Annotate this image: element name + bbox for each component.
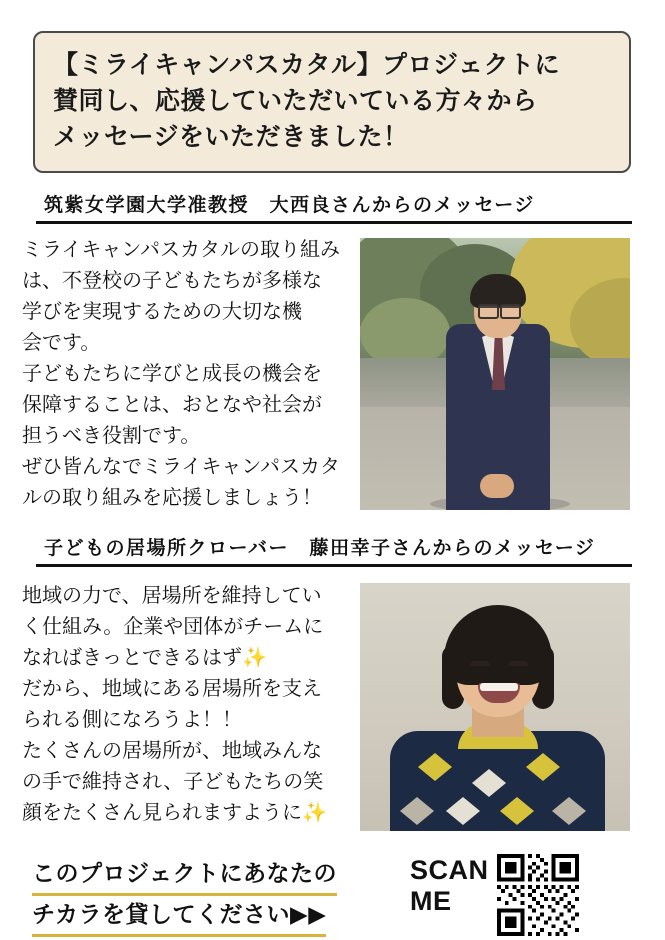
message-1-line-1: ミライキャンパスカタルの取り組み xyxy=(22,237,340,261)
message-1-line-8: ぜひ皆んなでミライキャンパスカタ xyxy=(22,454,340,478)
message-text-2 xyxy=(22,580,357,828)
photo-2-eye-right xyxy=(508,661,528,666)
photo-1-glasses-left xyxy=(478,304,499,319)
header-banner xyxy=(33,31,631,173)
message-2-line-1: 地域の力で、居場所を維持してい xyxy=(22,583,322,607)
footer-cta-line-1[interactable]: このプロジェクトにあなたの xyxy=(32,855,337,896)
photo-2-eye-left xyxy=(470,661,490,666)
message-2-line-4: だから、地域にある居場所を支え xyxy=(22,676,322,700)
photo-2-teeth xyxy=(480,683,518,691)
banner-line-2: 賛同し、応援していただいている方々から xyxy=(53,86,538,115)
scan-me-line-2: ME xyxy=(410,886,452,916)
message-1-line-9: ルの取り組みを応援しましょう！ xyxy=(22,485,322,509)
section-heading-2: 子どもの居場所クローバー 藤田幸子さんからのメッセージ xyxy=(36,533,632,567)
qr-code-icon[interactable] xyxy=(497,854,579,936)
message-2-line-7: の手で維持され、子どもたちの笑 xyxy=(22,769,324,793)
banner-line-3: メッセージをいただきました！ xyxy=(53,122,409,151)
message-2-line-6: たくさんの居場所が、地域みんな xyxy=(22,738,322,762)
message-1-line-2: は、不登校の子どもたちが多様な xyxy=(22,268,322,292)
portrait-photo-fujita xyxy=(360,583,630,831)
message-2-line-8: 顔をたくさん見られますように✨ xyxy=(22,800,327,824)
message-1-line-6: 保障することは、おとなや社会が xyxy=(22,392,322,416)
scan-me-line-1: SCAN xyxy=(410,855,489,885)
photo-1-hands xyxy=(480,474,514,498)
banner-line-1: 【ミライキャンパスカタル】プロジェクトに xyxy=(53,50,561,79)
message-1-line-3: 学びを実現するための大切な機 xyxy=(22,299,302,323)
message-text-1 xyxy=(22,234,357,513)
message-2-line-5: られる側になろうよ！！ xyxy=(22,707,242,731)
footer-cta[interactable] xyxy=(32,855,392,937)
section-heading-1: 筑紫女学園大学准教授 大西良さんからのメッセージ xyxy=(36,190,632,224)
footer xyxy=(0,845,665,940)
qr-code-svg xyxy=(497,854,579,936)
message-2-line-3: なればきっとできるはず✨ xyxy=(22,645,267,669)
message-1-line-5: 子どもたちに学びと成長の機会を xyxy=(22,361,322,385)
message-1-line-4: 会です。 xyxy=(22,330,101,354)
message-2-line-2: く仕組み。企業や団体がチームに xyxy=(22,614,324,638)
footer-cta-line-2[interactable]: チカラを貸してください▶▶ xyxy=(32,896,326,937)
portrait-photo-onishi xyxy=(360,238,630,510)
message-1-line-7: 担うべき役割です。 xyxy=(22,423,201,447)
photo-1-glasses-right xyxy=(500,304,521,319)
scan-me-label xyxy=(410,855,489,917)
